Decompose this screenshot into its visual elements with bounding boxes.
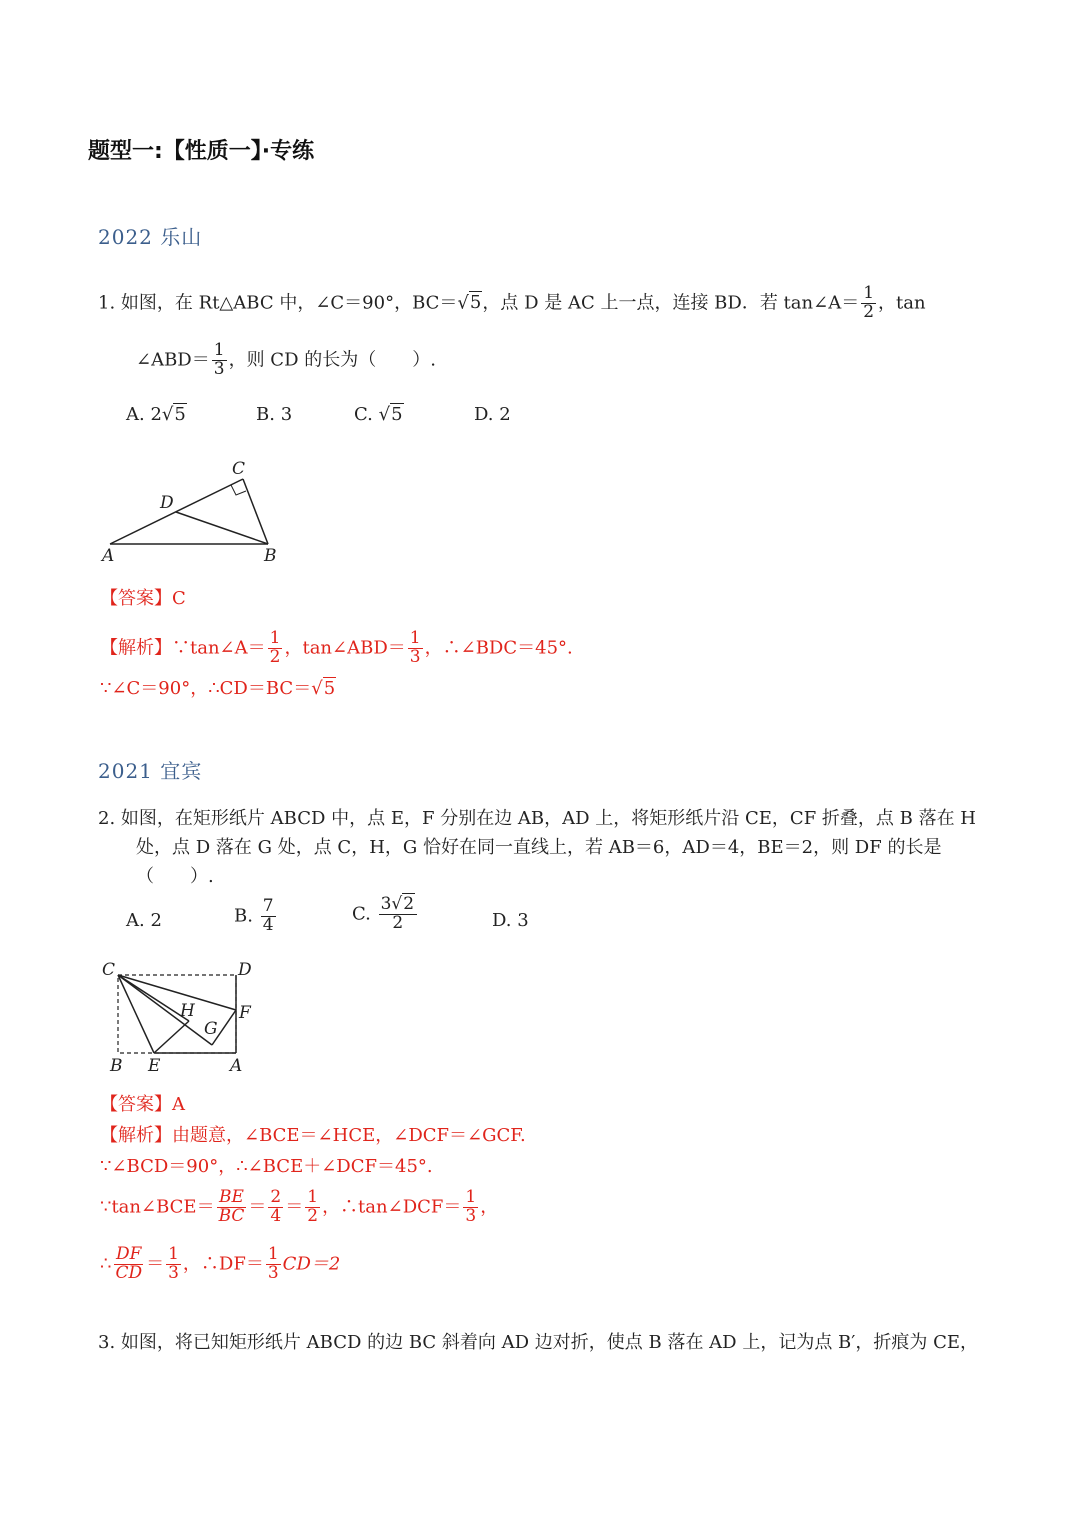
analysis-line-1: 【解析】∵tan∠A＝ $\frac{1}{2}$ ，tan∠ABD＝ $\frac{1}{3}$ ，∴∠BDC＝45°. — [100, 628, 573, 667]
problem-2-line-1: 2. 如图，在矩形纸片 ABCD 中，点 E，F 分别在边 AB，AD 上，将矩形纸片沿 CE，CF 折叠，点 B 落在 H — [98, 808, 977, 829]
problem-text: ，tan — [878, 292, 926, 314]
choice-b: B. $\frac{7}{4}$ — [234, 896, 274, 935]
analysis-line-3: ∵tan∠BCE＝ $\frac{BE}{BC}$ ＝ $\frac{2}{4}$ ＝ $\frac{1}{2}$ ，∴tan∠DCF＝ $\frac{1}{3}$ ， — [100, 1187, 499, 1226]
problem-3-line-1: 3. 如图，将已知矩形纸片 ABCD 的边 BC 斜着向 AD 边对折，使点 B 落在 AD 上，记为点 B′，折痕为 CE， — [98, 1332, 978, 1353]
fraction: $\frac{1}{2}$ — [863, 283, 875, 322]
problem-text: ∠ABD＝ — [136, 349, 210, 371]
vertex-label-c: C — [232, 459, 246, 479]
source-year-label: 2021 宜宾 — [98, 759, 203, 783]
analysis-line-2: ∵∠BCD＝90°，∴∠BCE＋∠DCF＝45°. — [100, 1156, 433, 1177]
vertex-label-b: B — [110, 1056, 123, 1075]
vertex-label-b: B — [264, 546, 277, 566]
vertex-label-g: G — [204, 1019, 218, 1039]
vertex-label-e: E — [148, 1056, 161, 1075]
vertex-label-a: A — [230, 1056, 243, 1075]
choice-c: C. √5 — [354, 404, 403, 425]
problem-number: 1. — [98, 292, 116, 314]
choice-d: D. 2 — [474, 404, 511, 425]
analysis-line-1: 【解析】由题意，∠BCE＝∠HCE，∠DCF＝∠GCF. — [100, 1125, 526, 1146]
fraction: $\frac{1}{3}$ — [213, 340, 225, 379]
rectangle-fold-figure — [96, 955, 266, 1075]
vertex-label-c: C — [102, 960, 116, 980]
vertex-label-d: D — [238, 960, 252, 980]
choice-a: A. 2 — [126, 910, 162, 931]
problem-2-line-2: 处，点 D 落在 G 处，点 C，H，G 恰好在同一直线上，若 AB＝6，AD＝4，BE＝2，则 DF 的长是 — [136, 837, 942, 858]
problem-2-line-3: （ ）. — [136, 866, 214, 887]
problem-text: ，点 D 是 AC 上一点，连接 BD．若 tan∠A＝ — [482, 292, 860, 314]
vertex-label-f: F — [239, 1003, 251, 1023]
choice-b: B. 3 — [256, 404, 293, 425]
vertex-label-a: A — [102, 546, 115, 566]
triangle-figure — [96, 455, 296, 570]
analysis-line-2: ∵∠C＝90°，∴CD＝BC＝√5 — [100, 678, 336, 699]
problem-1-line-1 — [98, 285, 926, 322]
choice-a: A. 2√5 — [126, 404, 186, 425]
analysis-line-4: ∴ $\frac{DF}{CD}$ ＝ $\frac{1}{3}$ ，∴DF＝ $\frac{1}{3}$ CD＝2 — [100, 1244, 341, 1283]
problem-1-line-2 — [136, 342, 436, 379]
vertex-label-h: H — [180, 1001, 195, 1021]
sqrt-expression: √5 — [457, 292, 482, 314]
choice-c: C. $\frac{3√2}{2}$ — [352, 896, 419, 933]
problem-text: 如图，在 Rt△ABC 中，∠C＝90°，BC＝ — [120, 292, 458, 314]
choice-d: D. 3 — [492, 910, 529, 931]
problem-text: ，则 CD 的长为（ ）. — [228, 349, 436, 371]
source-year-label: 2022 乐山 — [98, 225, 203, 249]
answer-label: 【答案】A — [100, 1094, 185, 1115]
vertex-label-d: D — [160, 493, 174, 513]
section-heading: 题型一:【性质一】·专练 — [88, 139, 315, 164]
answer-label: 【答案】C — [100, 588, 186, 609]
